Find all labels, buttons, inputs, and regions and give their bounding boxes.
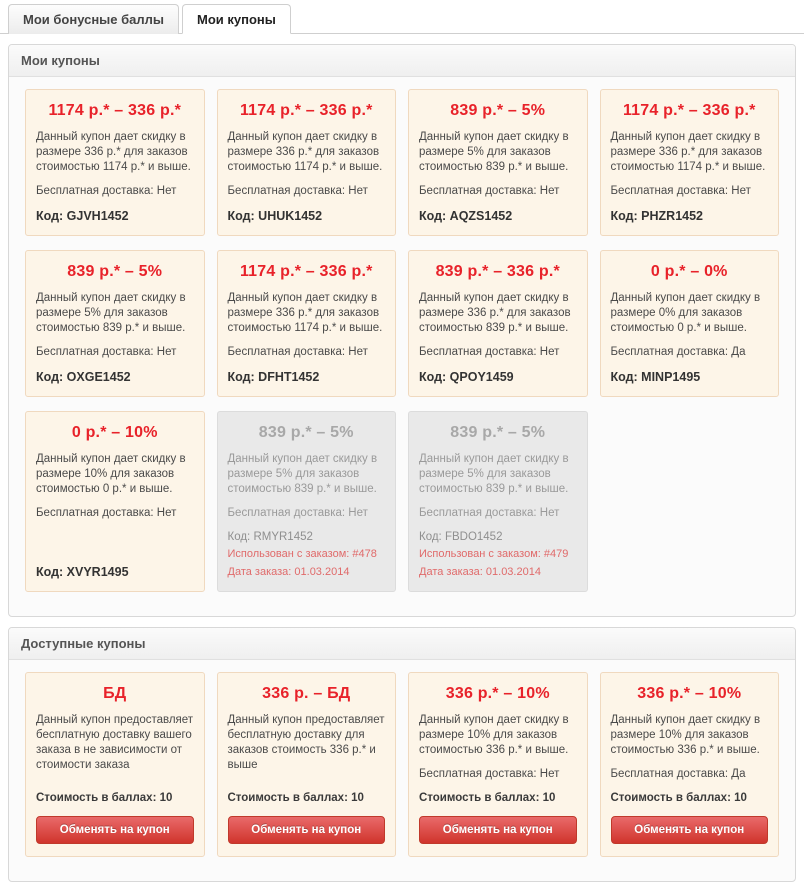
coupon-title: 0 р.* – 10% (71, 424, 158, 441)
coupon-shipping: Бесплатная доставка: Да (610, 346, 746, 358)
available-coupons-header: Доступные купоны (9, 628, 795, 660)
coupon-code: Код: GJVH1452 (36, 209, 129, 223)
available-coupon-card (25, 672, 205, 857)
coupon-code: Код: DFHT1452 (227, 370, 320, 384)
coupon-code: Код: FBDO1452 (419, 531, 503, 543)
my-coupons-header: Мои купоны (9, 45, 795, 77)
list-item (594, 250, 786, 411)
coupon-description: Данный купон дает скидку в размере 0% для заказов стоимостью 0 р.* и выше. (610, 292, 761, 334)
coupon-shipping: Бесплатная доставка: Нет (419, 346, 560, 358)
coupon-title: 839 р.* – 5% (450, 102, 546, 119)
coupon-code: Код: MINP1495 (610, 370, 701, 384)
available-coupon-card (408, 672, 588, 857)
coupon-shipping: Бесплатная доставка: Нет (610, 185, 751, 197)
coupon-shipping: Бесплатная доставка: Нет (36, 185, 177, 197)
coupon-description: Данный купон дает скидку в размере 5% для заказов стоимостью 839 р.* и выше. (419, 131, 569, 173)
coupon-title: 1174 р.* – 336 р.* (48, 102, 182, 119)
list-item (402, 411, 594, 606)
tab-label: Мои купоны (197, 12, 276, 27)
coupon-cost: Стоимость в баллах: 10 (36, 792, 173, 804)
coupon-code: Код: UHUK1452 (227, 209, 323, 223)
coupon-description: Данный купон дает скидку в размере 336 р.* для заказов стоимостью 1174 р.* и выше. (227, 292, 383, 334)
coupon-description: Данный купон дает скидку в размере 336 р.* для заказов стоимостью 839 р.* и выше. (419, 292, 571, 334)
coupon-card[interactable] (408, 89, 588, 236)
coupon-title: 336 р.* – 10% (637, 685, 742, 702)
coupon-cost: Стоимость в баллах: 10 (227, 792, 364, 804)
list-item (402, 250, 594, 411)
list-item (211, 411, 403, 606)
coupon-code: Код: QPOY1459 (419, 370, 514, 384)
available-coupon-card (600, 672, 780, 857)
coupon-description: Данный купон дает скидку в размере 336 р.* для заказов стоимостью 1174 р.* и выше. (36, 131, 191, 173)
list-item (19, 672, 211, 871)
exchange-button[interactable]: Обменять на купон (228, 816, 386, 844)
coupon-title: БД (103, 685, 127, 702)
coupon-description: Данный купон дает скидку в размере 10% для заказов стоимостью 336 р.* и выше. (610, 714, 761, 756)
tab-bar (0, 0, 804, 34)
coupon-title: 1174 р.* – 336 р.* (239, 263, 373, 280)
coupon-card[interactable] (25, 250, 205, 397)
coupon-description: Данный купон дает скидку в размере 336 р.* для заказов стоимостью 1174 р.* и выше. (610, 131, 766, 173)
coupon-shipping: Бесплатная доставка: Нет (227, 185, 368, 197)
coupon-used-order: Использован с заказом: #479 (419, 548, 569, 560)
coupon-order-date: Дата заказа: 01.03.2014 (419, 566, 541, 578)
coupon-shipping: Бесплатная доставка: Нет (419, 768, 560, 780)
coupon-title: 839 р.* – 5% (67, 263, 163, 280)
coupon-title: 336 р.* – 10% (445, 685, 550, 702)
list-item (211, 672, 403, 871)
coupon-code: Код: PHZR1452 (610, 209, 704, 223)
coupon-order-date: Дата заказа: 01.03.2014 (227, 566, 350, 578)
coupon-shipping: Бесплатная доставка: Нет (36, 346, 177, 358)
coupon-title: 1174 р.* – 336 р.* (239, 102, 373, 119)
coupon-cost: Стоимость в баллах: 10 (419, 792, 556, 804)
coupon-description: Данный купон дает скидку в размере 5% для заказов стоимостью 839 р.* и выше. (227, 453, 378, 495)
list-item (19, 89, 211, 250)
my-coupons-grid (19, 89, 785, 606)
coupon-shipping: Бесплатная доставка: Да (610, 768, 746, 780)
coupon-used-order: Использован с заказом: #478 (227, 548, 377, 560)
exchange-button[interactable]: Обменять на купон (611, 816, 769, 844)
tab-label: Мои бонусные баллы (23, 12, 165, 27)
list-item (19, 411, 211, 606)
coupon-description: Данный купон дает скидку в размере 10% для заказов стоимостью 0 р.* и выше. (36, 453, 186, 495)
coupon-card-used (408, 411, 588, 592)
coupon-title: 839 р.* – 336 р.* (435, 263, 560, 280)
coupon-code: Код: XVYR1495 (36, 565, 129, 579)
available-coupons-panel (8, 627, 796, 882)
coupon-card[interactable] (408, 250, 588, 397)
coupon-card[interactable] (25, 89, 205, 236)
coupon-shipping: Бесплатная доставка: Нет (419, 185, 560, 197)
coupon-title: 839 р.* – 5% (258, 424, 354, 441)
coupon-code: Код: AQZS1452 (419, 209, 513, 223)
available-coupons-grid (19, 672, 785, 871)
list-item (402, 672, 594, 871)
list-item (211, 89, 403, 250)
exchange-button[interactable]: Обменять на купон (419, 816, 577, 844)
coupon-shipping: Бесплатная доставка: Нет (227, 346, 368, 358)
coupon-title: 336 р. – БД (262, 685, 351, 702)
coupon-title: 1174 р.* – 336 р.* (622, 102, 756, 119)
available-coupon-card (217, 672, 397, 857)
tab-my-coupons[interactable] (182, 4, 291, 34)
my-coupons-panel (8, 44, 796, 617)
coupon-title: 839 р.* – 5% (450, 424, 546, 441)
coupon-card[interactable] (217, 250, 397, 397)
coupon-title: 0 р.* – 0% (650, 263, 728, 280)
list-item (19, 250, 211, 411)
coupon-code: Код: RMYR1452 (227, 531, 313, 543)
list-item (594, 89, 786, 250)
coupon-shipping: Бесплатная доставка: Нет (36, 507, 177, 519)
coupon-code: Код: OXGE1452 (36, 370, 131, 384)
coupon-description: Данный купон дает скидку в размере 336 р.* для заказов стоимостью 1174 р.* и выше. (227, 131, 383, 173)
coupon-description: Данный купон дает скидку в размере 5% для заказов стоимостью 839 р.* и выше. (419, 453, 569, 495)
list-item (594, 672, 786, 871)
list-item-empty (594, 411, 786, 606)
coupon-description: Данный купон предоставляет бесплатную доставку вашего заказа в не зависимости от стоимости заказа (36, 714, 194, 771)
available-coupons-body (9, 660, 795, 881)
coupon-card[interactable] (25, 411, 205, 592)
list-item (402, 89, 594, 250)
coupon-card-used (217, 411, 397, 592)
coupon-description: Данный купон предоставляет бесплатную доставку для заказов стоимость 336 р.* и выше (227, 714, 385, 771)
coupon-description: Данный купон дает скидку в размере 5% для заказов стоимостью 839 р.* и выше. (36, 292, 186, 334)
coupon-shipping: Бесплатная доставка: Нет (227, 507, 368, 519)
coupon-description: Данный купон дает скидку в размере 10% для заказов стоимостью 336 р.* и выше. (419, 714, 569, 756)
coupon-shipping: Бесплатная доставка: Нет (419, 507, 560, 519)
coupon-card[interactable] (600, 250, 780, 397)
coupon-card[interactable] (600, 89, 780, 236)
list-item (211, 250, 403, 411)
my-coupons-body (9, 77, 795, 616)
exchange-button[interactable]: Обменять на купон (36, 816, 194, 844)
tab-my-bonus-points[interactable] (8, 4, 179, 34)
coupon-card[interactable] (217, 89, 397, 236)
coupon-cost: Стоимость в баллах: 10 (610, 792, 747, 804)
